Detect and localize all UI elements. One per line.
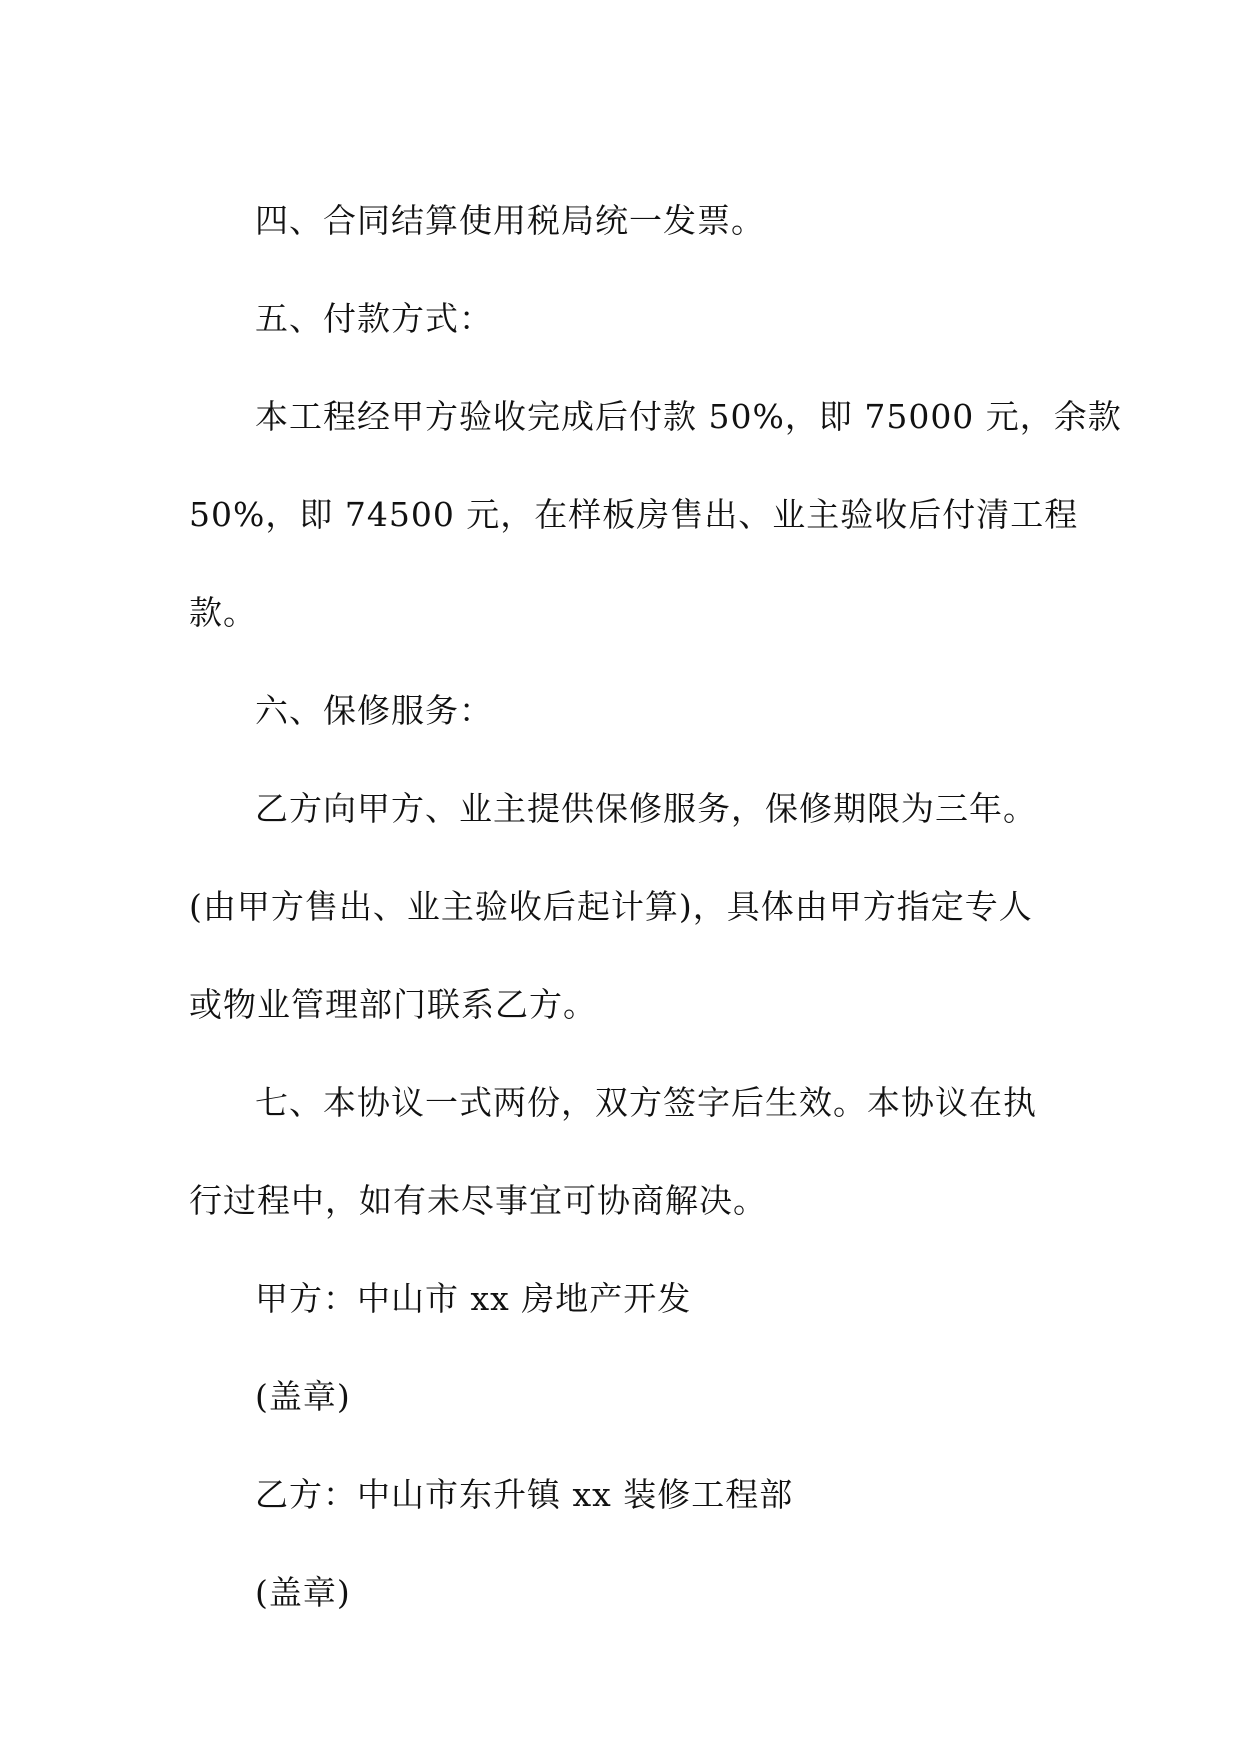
- party-b: 乙方：中山市东升镇 xx 装修工程部: [255, 1475, 794, 1514]
- clause-6-text-line-2: (由甲方售出、业主验收后起计算)，具体由甲方指定专人: [189, 887, 1033, 926]
- clause-4-invoice: 四、合同结算使用税局统一发票。: [255, 201, 765, 240]
- party-a-seal: (盖章): [255, 1377, 351, 1416]
- clause-6-heading: 六、保修服务：: [255, 691, 493, 730]
- clause-5-text-line-2: 50%，即 74500 元，在样板房售出、业主验收后付清工程: [189, 495, 1079, 534]
- clause-5-text-line-1: 本工程经甲方验收完成后付款 50%，即 75000 元，余款: [255, 397, 1122, 436]
- party-b-seal: (盖章): [255, 1573, 351, 1612]
- clause-6-text-line-3: 或物业管理部门联系乙方。: [189, 985, 597, 1024]
- clause-6-text-line-1: 乙方向甲方、业主提供保修服务，保修期限为三年。: [255, 789, 1037, 828]
- clause-5-heading: 五、付款方式：: [255, 299, 493, 338]
- contract-text: [189, 172, 1122, 1642]
- clause-7-text-line-1: 七、本协议一式两份，双方签字后生效。本协议在执: [255, 1083, 1037, 1122]
- clause-5-text-line-3: 款。: [189, 593, 257, 632]
- party-a: 甲方：中山市 xx 房地产开发: [255, 1279, 692, 1318]
- clause-7-text-line-2: 行过程中，如有未尽事宜可协商解决。: [189, 1181, 767, 1220]
